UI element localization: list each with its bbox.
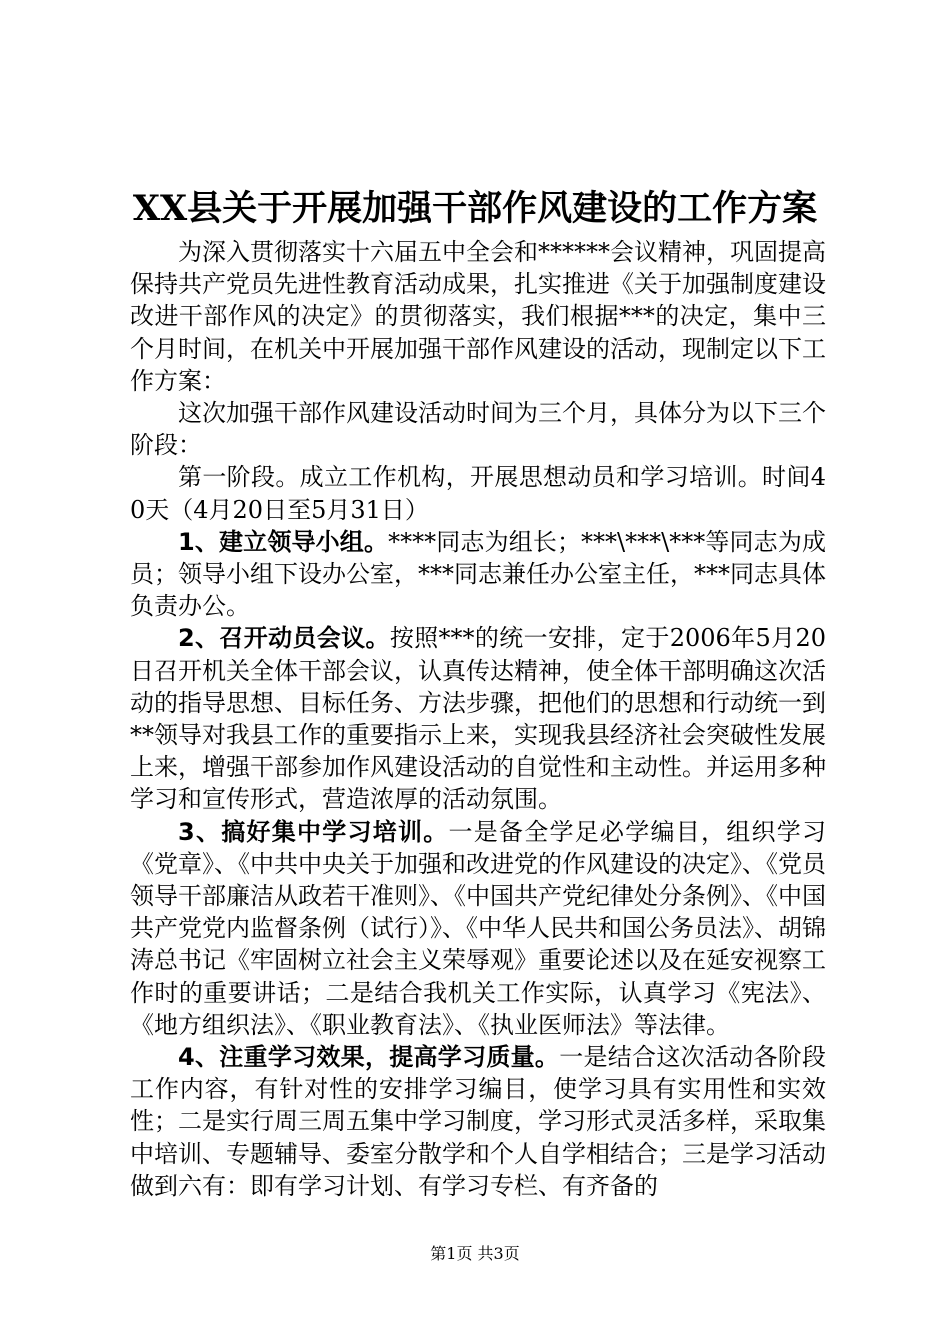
body-paragraph bbox=[130, 461, 826, 525]
document-body bbox=[130, 236, 826, 1202]
body-paragraph bbox=[130, 236, 826, 397]
paragraph-lead: 3、搞好集中学习培训。 bbox=[178, 817, 449, 846]
paragraph-text: 一是结合这次活动各阶段工作内容，有针对性的安排学习编目，使学习具有实用性和实效性；二是实行周三周五集中学习制度，学习形式灵活多样，采取集中培训、专题辅导、委室分散学和个人自学相结合；三是学习活动做到六有：即有学习计划、有学习专栏、有齐备的 bbox=[130, 1043, 827, 1200]
paragraph-text: 这次加强干部作风建设活动时间为三个月，具体分为以下三个阶段： bbox=[130, 399, 826, 460]
body-paragraph bbox=[130, 1041, 826, 1202]
document-title: XX县关于开展加强干部作风建设的工作方案 bbox=[132, 188, 818, 229]
paragraph-text: 按照***的统一安排，定于2006年5月20日召开机关全体干部会议，认真传达精神，使全体干部明确这次活动的指导思想、目标任务、方法步骤，把他们的思想和行动统一到**领导对我县工作的重要指示上来，实现我县经济社会突破性发展上来，增强干部参加作风建设活动的自觉性和主动性。并运用多种学习和宣传形式，营造浓厚的活动氛围。 bbox=[130, 624, 826, 814]
paragraph-lead: 1、建立领导小组。 bbox=[178, 527, 389, 556]
body-paragraph bbox=[130, 622, 826, 815]
body-paragraph bbox=[130, 526, 826, 623]
body-paragraph bbox=[130, 816, 826, 1041]
paragraph-text: 第一阶段。成立工作机构，开展思想动员和学习培训。时间40天（4月20日至5月31日） bbox=[130, 463, 826, 524]
page-footer bbox=[0, 1243, 950, 1265]
body-paragraph bbox=[130, 397, 826, 461]
paragraph-lead: 4、注重学习效果，提高学习质量。 bbox=[178, 1043, 560, 1072]
paragraph-text: 一是备全学足必学编目，组织学习《党章》、《中共中央关于加强和改进党的作风建设的决定》、《党员领导干部廉洁从政若干准则》、《中国共产党纪律处分条例》、《中国共产党党内监督条例（试行）》、《中华人民共和国公务员法》、胡锦涛总书记《牢固树立社会主义荣辱观》重要论述以及在延安视察工作时的重要讲话；二是结合我机关工作实际，认真学习《宪法》、《地方组织法》、《职业教育法》、《执业医师法》等法律。 bbox=[130, 817, 827, 1039]
paragraph-text: ****同志为组长；***\***\***等同志为成员；领导小组下设办公室，***同志兼任办公室主任，***同志具体负责办公。 bbox=[130, 527, 826, 621]
page-number: 第1页 共3页 bbox=[430, 1244, 520, 1263]
paragraph-text: 为深入贯彻落实十六届五中全会和******会议精神，巩固提高保持共产党员先进性教育活动成果，扎实推进《关于加强制度建设改进干部作风的决定》的贯彻落实，我们根据***的决定，集中三个月时间，在机关中开展加强干部作风建设的活动，现制定以下工作方案： bbox=[130, 238, 826, 395]
paragraph-lead: 2、召开动员会议。 bbox=[178, 624, 390, 653]
